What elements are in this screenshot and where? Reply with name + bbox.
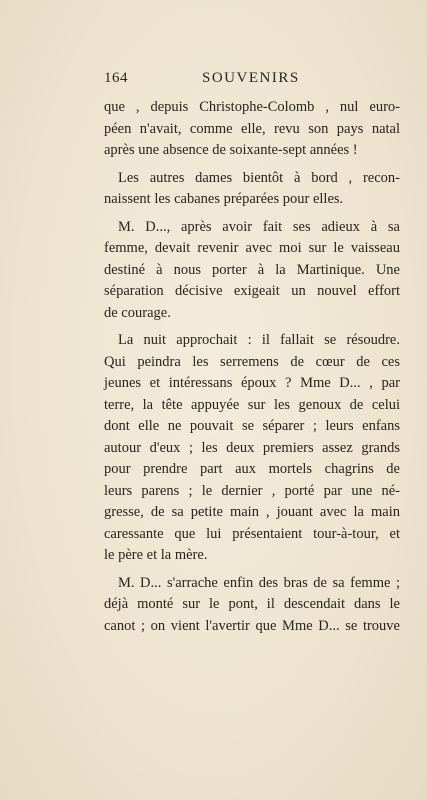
text-line: Qui peindra les serremens de cœur de ces bbox=[104, 353, 400, 370]
text-line: M. D..., après avoir fait ses adieux à sa bbox=[118, 218, 400, 235]
body-text bbox=[104, 97, 400, 643]
text-line: M. D... s'arrache enfin des bras de sa femme ; bbox=[118, 574, 400, 591]
text-line: séparation décisive exigeait un nouvel effort bbox=[104, 283, 400, 299]
text-line: destiné à nous porter à la Martinique. Une bbox=[104, 261, 400, 278]
paragraph-1 bbox=[104, 97, 400, 162]
paragraph-5 bbox=[104, 573, 400, 638]
text-line: le père et la mère. bbox=[104, 547, 208, 563]
text-line: caressante que lui présentaient tour-à-tour, et bbox=[104, 525, 400, 542]
text-line: gresse, de sa petite main , jouant avec la main bbox=[104, 504, 400, 520]
text-line: péen n'avait, comme elle, revu son pays natal bbox=[104, 120, 400, 137]
text-line: terre, la tête appuyée sur les genoux de celui bbox=[104, 396, 400, 413]
page-header bbox=[104, 70, 400, 90]
text-line: de courage. bbox=[104, 304, 171, 321]
text-line: dont elle ne pouvait se séparer ; leurs enfans bbox=[104, 418, 400, 434]
text-line: déjà monté sur le pont, il descendait dans le bbox=[104, 596, 400, 612]
page-number: 164 bbox=[104, 70, 128, 86]
text-line: femme, devait revenir avec moi sur le vaisseau bbox=[104, 240, 400, 256]
paragraph-3 bbox=[104, 217, 400, 325]
text-line: La nuit approchait : il fallait se résoudre. bbox=[118, 332, 400, 348]
text-line: pour prendre part aux mortels chagrins de bbox=[104, 461, 400, 477]
paragraph-4 bbox=[104, 330, 400, 567]
text-line: jeunes et intéressans époux ? Mme D... , par bbox=[104, 375, 400, 391]
text-line: autour d'eux ; les deux premiers assez grands bbox=[104, 439, 400, 456]
text-line: que , depuis Christophe-Colomb , nul euro- bbox=[104, 99, 400, 115]
text-line: naissent les cabanes préparées pour elles. bbox=[104, 191, 344, 207]
paragraph-2 bbox=[104, 168, 400, 211]
running-title: SOUVENIRS bbox=[202, 70, 300, 86]
text-line: après une absence de soixante-sept années ! bbox=[104, 142, 358, 158]
text-line: canot ; on vient l'avertir que Mme D... se trouve bbox=[104, 617, 400, 634]
text-line: Les autres dames bientôt à bord , recon- bbox=[118, 169, 400, 186]
text-line: leurs parens ; le dernier , porté par une né- bbox=[104, 482, 400, 499]
